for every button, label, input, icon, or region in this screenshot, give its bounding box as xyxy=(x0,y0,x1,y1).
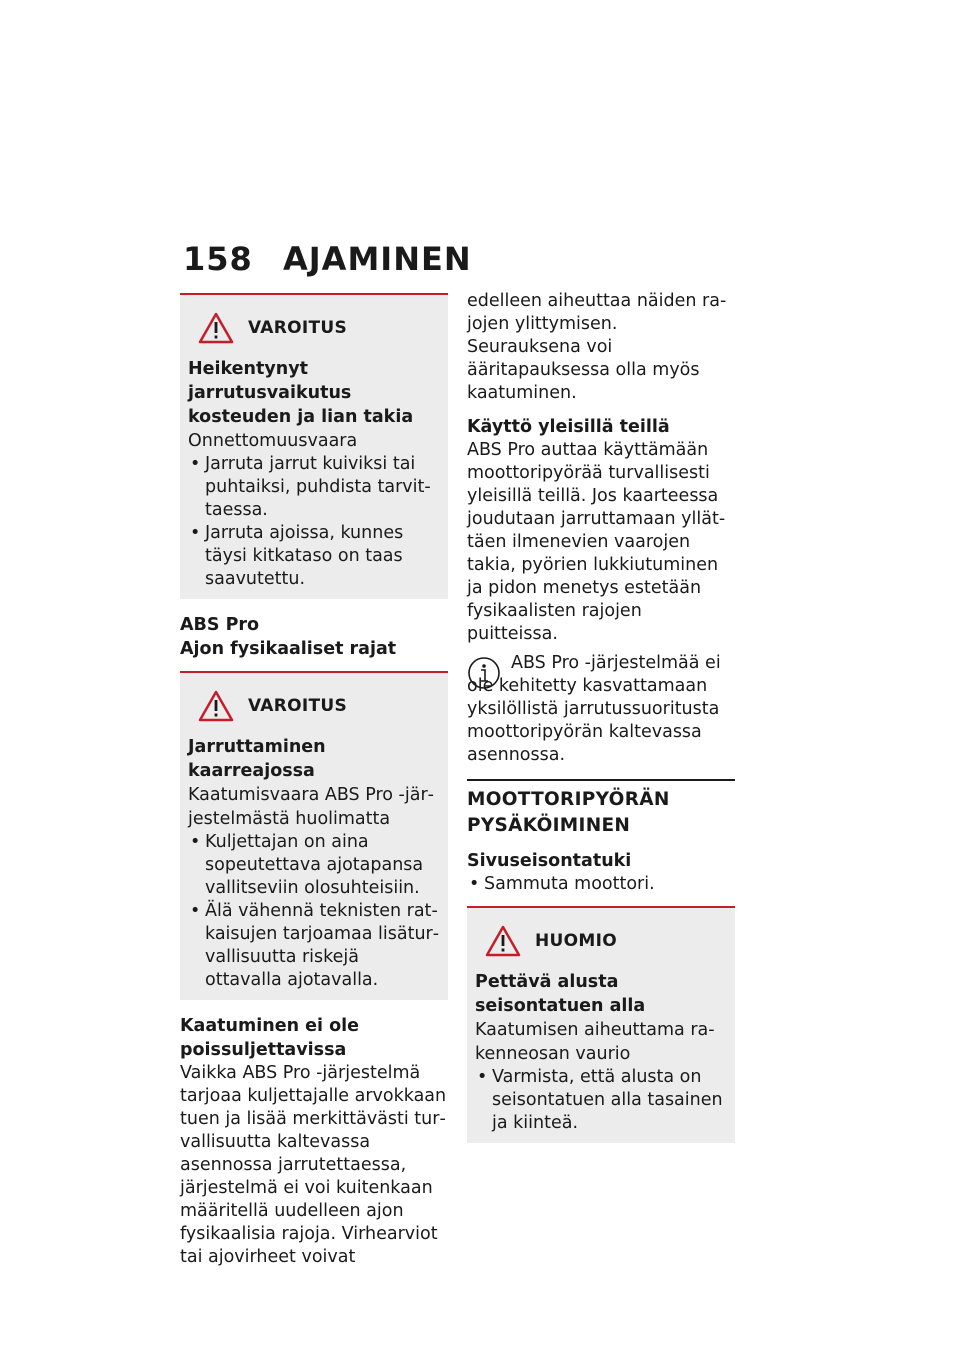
warning-label: VAROITUS xyxy=(248,695,348,716)
notice-label: HUOMIO xyxy=(535,930,617,951)
warning-triangle-icon xyxy=(198,690,234,722)
sub-heading: Sivuseisontatuki xyxy=(467,851,632,871)
spacer xyxy=(467,896,735,906)
body-text: ABS Pro auttaa käyttämään moottoripyörää turvallisesti yleisillä teillä. Jos kaarteessa joudutaan jarruttamaan yllättäen ilmenevien vaarojen takia, pyörien lukkiutuminen ja pidon menetys estetään fysikaalisten rajojen puitteissa. xyxy=(467,440,726,644)
info-icon xyxy=(467,656,501,690)
warning-triangle-icon xyxy=(198,312,234,344)
notice-box-stand xyxy=(467,906,735,1143)
subsection-title: Kaatuminen ei ole poissuljettavissa xyxy=(180,1016,359,1060)
spacer xyxy=(467,839,735,849)
warning-box-curve-braking xyxy=(180,671,448,1000)
list-item: • Jarruta ajoissa, kunnes täysi kitkataso on taas saavutettu. xyxy=(188,522,440,591)
notice-consequence: Kaatumisen aiheuttama rakenneosan vaurio xyxy=(475,1020,715,1064)
warning-title: Heikentynyt jarrutusvaikutus kosteuden ja lian takia xyxy=(188,359,414,427)
list-item: • Kuljettajan on aina sopeutettava ajotapansa vallitseviin olosuhteisiin. xyxy=(188,831,440,900)
page-number: 158 xyxy=(183,240,253,278)
notice-actions xyxy=(475,1066,727,1135)
list-item: • Jarruta jarrut kuiviksi tai puhtaiksi, puhdista tarvittaessa. xyxy=(188,453,440,522)
warning-box-wet-brakes xyxy=(180,293,448,599)
page-header xyxy=(183,240,472,278)
section-subtitle: Ajon fysikaaliset rajat xyxy=(180,639,397,659)
spacer xyxy=(467,405,735,415)
list-item: • Varmista, että alusta on seisontatuen alla tasainen ja kiinteä. xyxy=(475,1066,727,1135)
spacer xyxy=(180,661,448,671)
chapter-title: AJAMINEN xyxy=(283,240,472,278)
right-column xyxy=(467,290,735,1157)
warning-header xyxy=(188,311,440,345)
notice-title: Pettävä alusta seisontatuen alla xyxy=(475,972,646,1016)
warning-triangle-icon xyxy=(485,925,521,957)
warning-header xyxy=(188,689,440,723)
left-column xyxy=(180,293,448,1269)
section-title: ABS Pro xyxy=(180,615,260,635)
notice-header xyxy=(475,924,727,958)
warning-label: VAROITUS xyxy=(248,317,348,338)
info-note xyxy=(467,652,735,767)
warning-consequence: Onnettomuusvaara xyxy=(188,431,358,451)
list-item: • Sammuta moottori. xyxy=(467,873,735,896)
list-item: • Älä vähennä teknisten ratkaisujen tarjoamaa lisäturvallisuutta riskejä ottavalla ajotavalla. xyxy=(188,900,440,992)
info-note-text: ABS Pro -järjestelmää ei ole kehitetty kasvattamaan yksilöllistä jarrutussuoritusta moottoripyörän kaltevassa asennossa. xyxy=(467,653,721,765)
warning-consequence: Kaatumisvaara ABS Pro -järjestelmästä huolimatta xyxy=(188,785,434,829)
body-text-continued: edelleen aiheuttaa näiden rajojen ylittymisen. Seurauksena voi ääritapauksessa olla myös kaatuminen. xyxy=(467,291,727,403)
section-heading: MOOTTORIPYÖRÄN PYSÄKÖIMINEN xyxy=(467,779,735,839)
body-text: Vaikka ABS Pro -järjestelmä tarjoaa kuljettajalle arvokkaan tuen ja lisää merkittävästi turvallisuutta kaltevassa asennossa jarrutettaessa, järjestelmä ei voi kuitenkaan määritellä uudelleen ajon fysikaalisia rajoja. Virhearviot tai ajovirheet voivat xyxy=(180,1063,447,1267)
subsection-title: Käyttö yleisillä teillä xyxy=(467,417,670,437)
warning-title: Jarruttaminen kaarreajossa xyxy=(188,737,326,781)
action-list xyxy=(467,873,735,896)
warning-actions xyxy=(188,453,440,591)
warning-actions xyxy=(188,831,440,992)
